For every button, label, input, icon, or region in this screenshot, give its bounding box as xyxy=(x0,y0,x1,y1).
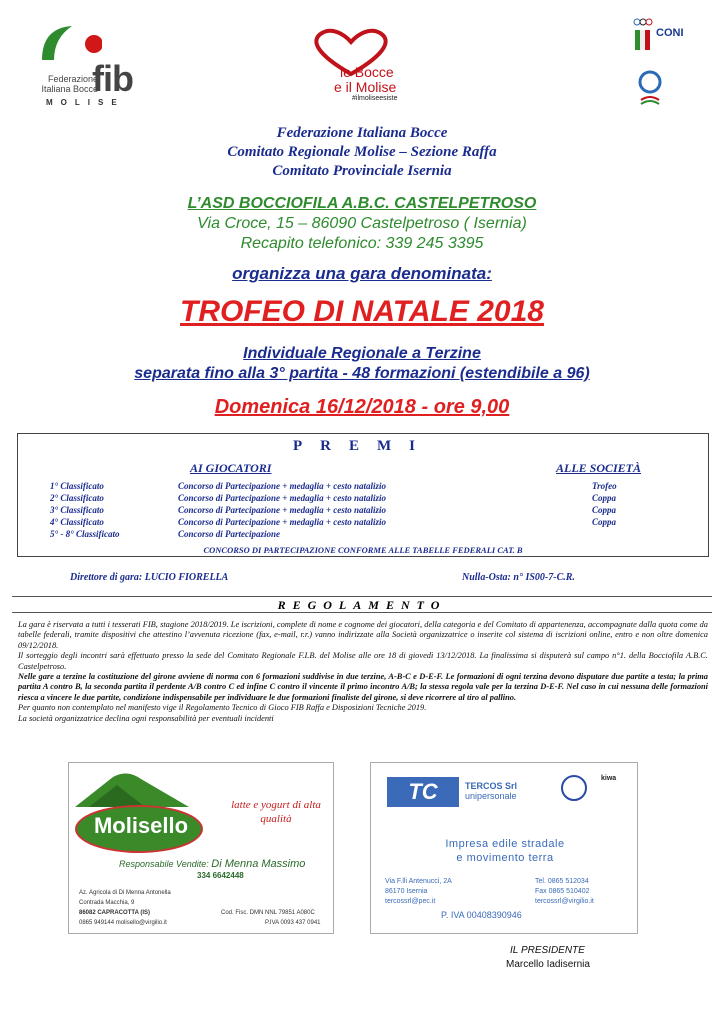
tercos-tel: Tel. 0865 512034 xyxy=(535,878,589,885)
regulation-header xyxy=(12,596,712,613)
federation-line-2: Comitato Regionale Molise – Sezione Raffa xyxy=(227,144,497,160)
prize-place: 5° - 8° Classificato xyxy=(50,529,120,539)
coni-shield-icon xyxy=(632,18,654,58)
molisello-company: Az. Agricola di Di Menna Antonella xyxy=(79,890,171,896)
fib-logo-subtitle: Federazione Italiana Bocce xyxy=(41,74,98,94)
club-phone: Recapito telefonico: 339 245 3395 xyxy=(240,235,484,252)
molisello-piva: P.IVA 0093 437 0941 xyxy=(265,920,321,926)
prize-description: Concorso di Partecipazione + medaglia + cesto natalizio xyxy=(178,493,387,503)
club-prize: Trofeo xyxy=(592,481,617,491)
fib-logo-region: MOLISE xyxy=(46,98,125,107)
tercos-pec: tercossrl@pec.it xyxy=(385,898,436,905)
sponsor-card-tercos xyxy=(370,762,638,934)
bocce-logo-line1: le Bocce xyxy=(340,64,394,80)
tercos-piva: P. IVA 00408390946 xyxy=(441,910,522,920)
sponsor-card-molisello xyxy=(68,762,334,934)
molisello-city: 86082 CAPRACOTTA (IS) xyxy=(79,910,151,916)
regulation-paragraph: Nelle gare a terzine la costituzione del girone avviene di norma con 6 formazioni suddivise in due terzine, A-B-C e D-E-F. Le formazioni di ogni terzina devono disputare due partite a testa; la prima partita A contro B, la seconda partita il perdente A/B contro C ed infine C contro il vincente il primo incontro A/B; la stessa regola vale per la terzina D-E-F. Nel caso in cui nessuna delle formazioni riesca a vincere le due partite, condizione indispensabile per individuare le due formazioni finaliste del girone, si deve ricorrere al tiro al pallino. xyxy=(18,672,708,702)
president-name: Marcello Iadisernia xyxy=(506,959,590,970)
prize-description: Concorso di Partecipazione xyxy=(178,529,281,539)
molisello-contacts: 0865 949144 molisello@virgilio.it xyxy=(79,920,167,926)
coni-logo-text: CONI xyxy=(656,27,684,39)
kiwa-logo: kiwa xyxy=(601,775,617,782)
bocce-molise-logo xyxy=(300,28,410,108)
tercos-fax: Fax 0865 510402 xyxy=(535,888,590,895)
tercos-logo: TC xyxy=(387,777,459,807)
prize-description: Concorso di Partecipazione + medaglia + cesto natalizio xyxy=(178,481,387,491)
bocce-logo-tag: #ilmoliseesiste xyxy=(352,95,398,102)
molisello-responsabile: Responsabile Vendite: Di Menna Massimo xyxy=(119,858,306,870)
prize-place: 2° Classificato xyxy=(50,493,104,503)
mountain-icon xyxy=(69,767,209,807)
molisello-name: Molisello xyxy=(93,813,189,838)
prizes-footnote: CONCORSO DI PARTECIPAZIONE CONFORME ALLE TABELLE FEDERALI CAT. B xyxy=(203,545,523,555)
bocce-logo-line2: e il Molise xyxy=(334,79,397,95)
club-prize: Coppa xyxy=(592,493,617,503)
paralympic-logo xyxy=(635,68,665,112)
prize-place: 3° Classificato xyxy=(50,505,104,515)
prize-place: 1° Classificato xyxy=(50,481,104,491)
regulation-paragraph: Il sorteggio degli incontri sarà effettuato presso la sede del Comitato Regionale F.I.B. del Molise alle ore 18 di giovedì 13/12/2018. La finalissima si disputerà sul campo n°1. della Bocciofila A.B.C. Castelpetroso. xyxy=(18,651,708,671)
prize-row xyxy=(18,505,708,517)
coni-logo xyxy=(632,18,702,60)
event-date: Domenica 16/12/2018 - ore 9,00 xyxy=(214,396,510,418)
prize-description: Concorso di Partecipazione + medaglia + cesto natalizio xyxy=(178,517,387,527)
tercos-tagline: Impresa edile stradale e movimento terra xyxy=(445,838,565,864)
prizes-box xyxy=(17,433,709,557)
prize-row xyxy=(18,517,708,529)
federation-line-1: Federazione Italiana Bocce xyxy=(276,125,448,141)
molisello-slogan: latte e yogurt di alta qualità xyxy=(231,799,321,825)
molisello-street: Contrada Macchia, 9 xyxy=(79,900,135,906)
molisello-phone: 334 6642448 xyxy=(197,871,244,880)
prize-row xyxy=(18,481,708,493)
tercos-street: Via F.lli Antenucci, 2A xyxy=(385,878,452,885)
regulation-paragraph: La società organizzatrice declina ogni responsabilità per eventuali incidenti xyxy=(18,713,274,723)
event-type: Individuale Regionale a Terzine xyxy=(243,345,481,362)
event-format: separata fino alla 3° partita - 48 formazioni (estendibile a 96) xyxy=(134,365,590,382)
fib-logo-text: fib xyxy=(92,58,133,99)
tercos-email: tercossrl@virgilio.it xyxy=(535,898,594,905)
prizes-title: PREMI xyxy=(293,438,433,454)
nulla-osta: Nulla-Osta: n° IS00-7-C.R. xyxy=(462,572,575,583)
molisello-fiscal: Cod. Fisc. DMN NNL 79851 A080C xyxy=(221,910,315,916)
paralympic-icon xyxy=(635,68,665,112)
club-name: L’ASD BOCCIOFILA A.B.C. CASTELPETROSO xyxy=(187,195,537,212)
regulation-title: REGOLAMENTO xyxy=(277,598,447,612)
event-title: TROFEO DI NATALE 2018 xyxy=(180,295,544,328)
prize-description: Concorso di Partecipazione + medaglia + cesto natalizio xyxy=(178,505,387,515)
fib-logo xyxy=(28,20,153,110)
prize-place: 4° Classificato xyxy=(50,517,104,527)
clubs-heading: ALLE SOCIETÀ xyxy=(556,461,642,475)
tercos-city: 86170 Isernia xyxy=(385,888,428,895)
prize-row xyxy=(18,493,708,505)
regulation-paragraph: Per quanto non contemplato nel manifesto vige il Regolamento Tecnico di Gioco FIB Raffa e Disposizioni Tecniche 2019. xyxy=(18,703,427,713)
tercos-name: TERCOS Srl unipersonale xyxy=(465,781,518,801)
race-director: Direttore di gara: LUCIO FIORELLA xyxy=(70,572,229,583)
regulation-paragraph: La gara è riservata a tutti i tesserati FIB, stagione 2018/2019. Le iscrizioni, complete di nome e cognome dei giocatori, della categoria e del Comitato di appartenenza, accompagnate dalla quota come da tabelle federali, tramite dispositivi che attestino l’avvenuta ricezione (fax, e-mail, r.r.) vanno indirizzate alla Società organizzatrice o inserite col sistema di iscrizioni online, entro e non oltre domenica 09/12/2018. xyxy=(18,620,708,650)
prize-row xyxy=(18,529,708,541)
accredia-badge-icon xyxy=(561,775,587,801)
players-heading: AI GIOCATORI xyxy=(190,461,272,475)
club-prize: Coppa xyxy=(592,517,617,527)
president-role: IL PRESIDENTE xyxy=(510,945,585,956)
club-address: Via Croce, 15 – 86090 Castelpetroso ( Isernia) xyxy=(197,215,527,232)
organizes-heading: organizza una gara denominata: xyxy=(232,264,492,283)
club-prize: Coppa xyxy=(592,505,617,515)
federation-line-3: Comitato Provinciale Isernia xyxy=(272,163,452,179)
regulation-text xyxy=(18,620,708,724)
